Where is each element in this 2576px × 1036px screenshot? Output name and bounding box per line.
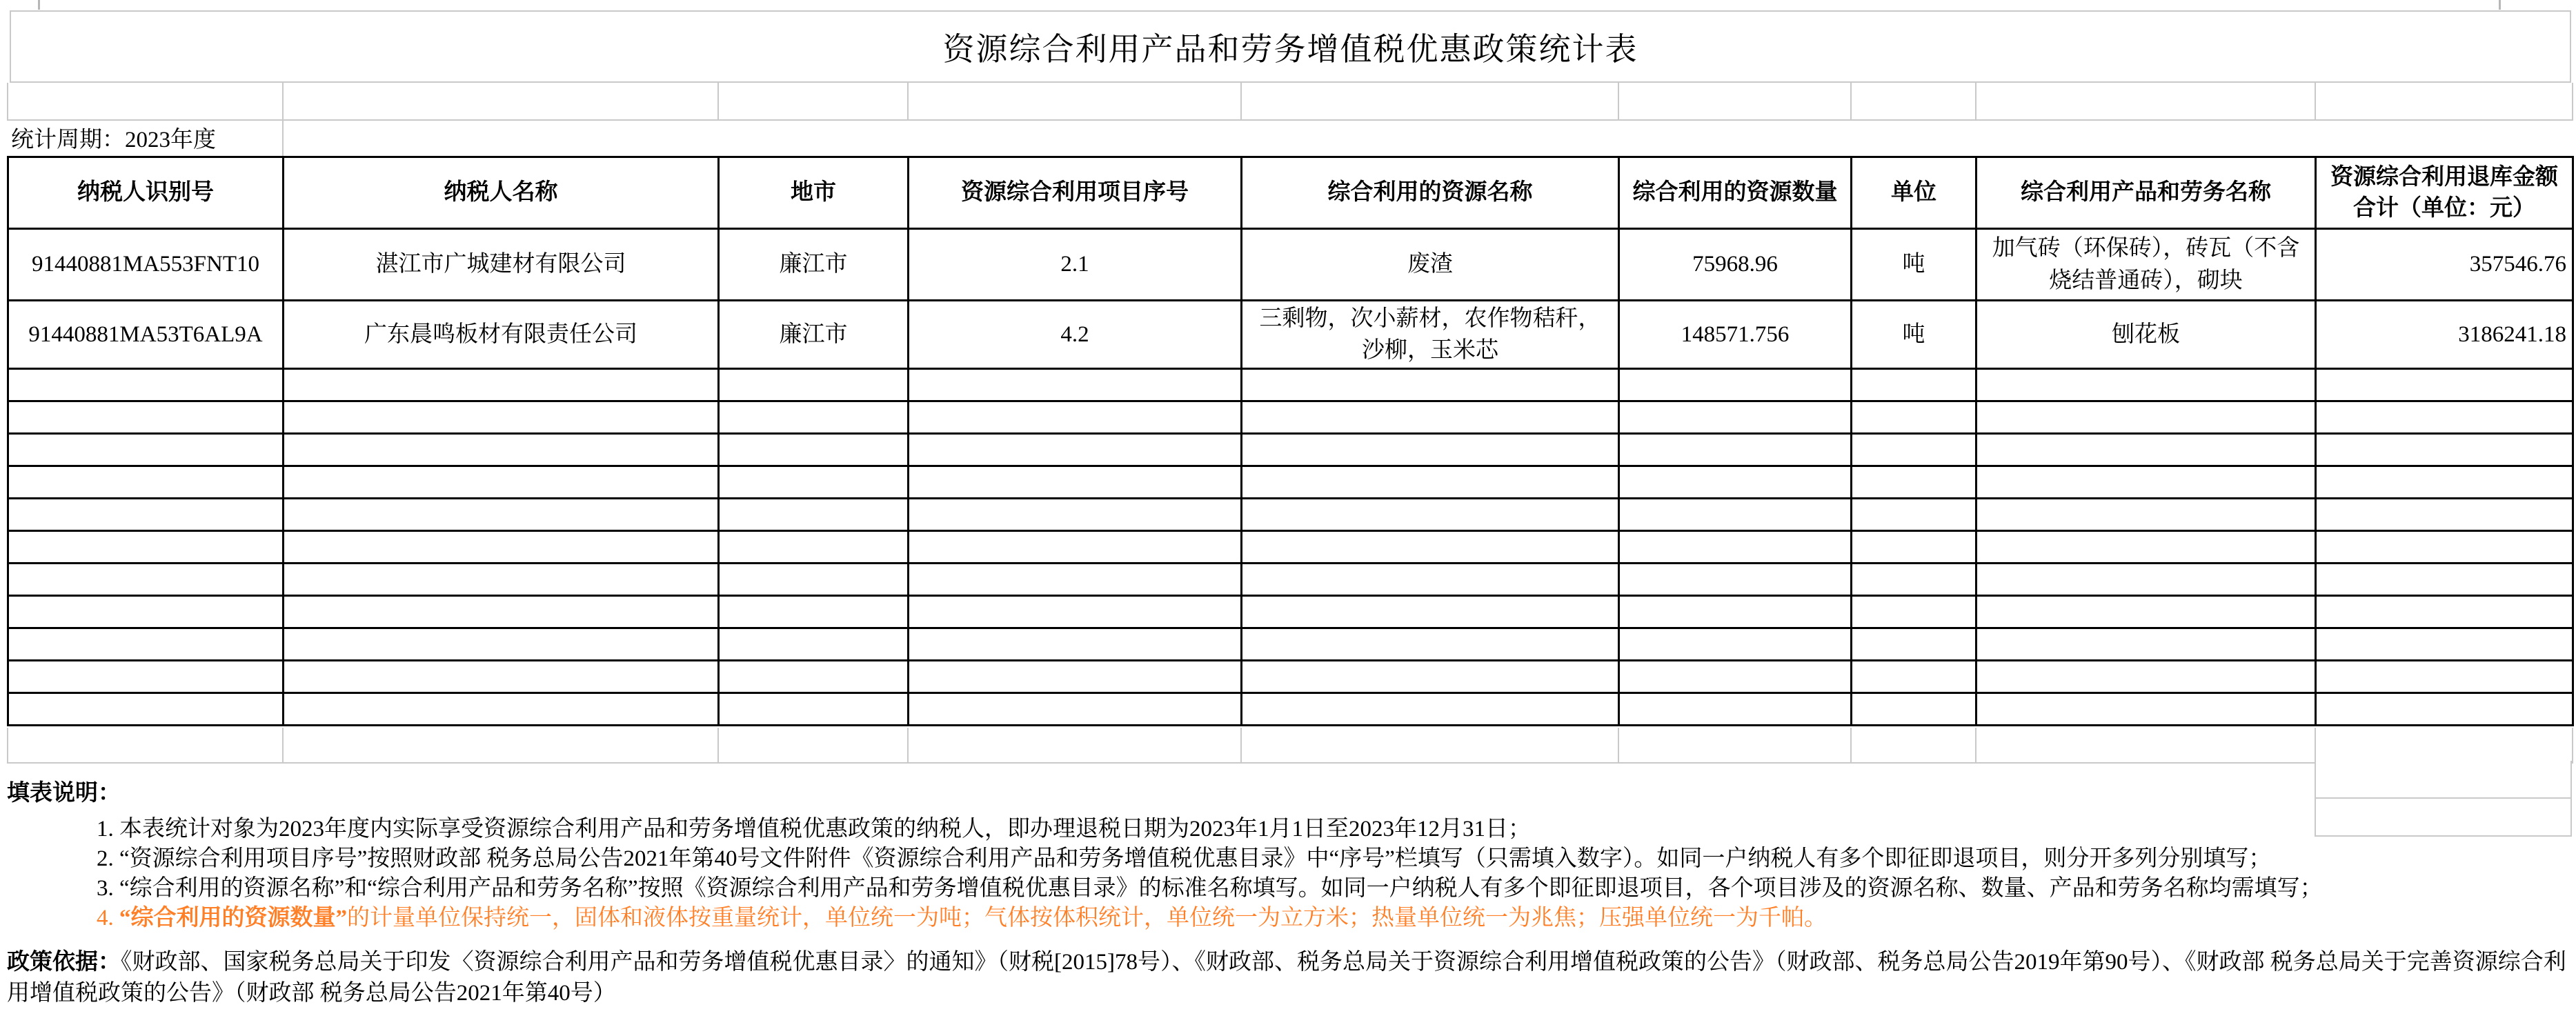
empty-cell[interactable] xyxy=(2316,401,2573,434)
empty-cell[interactable] xyxy=(2316,661,2573,693)
cell-taxpayer-id[interactable]: 91440881MA53T6AL9A xyxy=(8,301,284,369)
empty-cell[interactable] xyxy=(719,628,909,661)
empty-cell[interactable] xyxy=(909,401,1242,434)
column-header-project-no[interactable]: 资源综合利用项目序号 xyxy=(909,157,1242,229)
table-header-row xyxy=(8,157,2573,229)
column-header-resource-qty[interactable]: 综合利用的资源数量 xyxy=(1619,157,1852,229)
empty-cell[interactable] xyxy=(1852,434,1976,466)
table-row-empty xyxy=(8,369,2573,401)
empty-cell[interactable] xyxy=(284,596,719,628)
empty-cell[interactable] xyxy=(1852,661,1976,693)
table-row-empty xyxy=(8,564,2573,596)
empty-cell[interactable] xyxy=(909,466,1242,499)
empty-cell[interactable] xyxy=(1852,628,1976,661)
empty-cell[interactable] xyxy=(1976,369,2316,401)
empty-cell[interactable] xyxy=(1976,466,2316,499)
empty-cell[interactable] xyxy=(1242,596,1619,628)
empty-cell[interactable] xyxy=(284,693,719,726)
empty-cell[interactable] xyxy=(909,499,1242,531)
gridline-cell xyxy=(1976,728,2315,763)
gridline-mark-left xyxy=(38,0,40,10)
empty-cell[interactable] xyxy=(719,369,909,401)
table-row xyxy=(8,301,2573,369)
empty-cell[interactable] xyxy=(909,531,1242,564)
empty-cell[interactable] xyxy=(719,434,909,466)
cell-resource-qty[interactable]: 75968.96 xyxy=(1619,229,1852,301)
gridline-strip xyxy=(7,83,2573,121)
empty-cell[interactable] xyxy=(1976,628,2316,661)
table-row-empty xyxy=(8,401,2573,434)
empty-cell[interactable] xyxy=(909,369,1242,401)
empty-cell[interactable] xyxy=(2316,596,2573,628)
title-cell xyxy=(10,10,2571,83)
stat-period-label: 统计周期：2023年度 xyxy=(11,128,216,152)
empty-cell[interactable] xyxy=(1619,401,1852,434)
empty-cell[interactable] xyxy=(909,564,1242,596)
notes-heading: 填表说明： xyxy=(7,781,121,806)
empty-cell[interactable] xyxy=(1976,531,2316,564)
cell-taxpayer-name[interactable]: 广东晨鸣板材有限责任公司 xyxy=(284,301,719,369)
cell-project-no[interactable]: 2.1 xyxy=(909,229,1242,301)
empty-cell[interactable] xyxy=(284,434,719,466)
empty-cell[interactable] xyxy=(1976,693,2316,726)
empty-cell[interactable] xyxy=(8,369,284,401)
table-row-empty xyxy=(8,434,2573,466)
table-body xyxy=(8,229,2573,726)
empty-cell[interactable] xyxy=(1852,596,1976,628)
cell-taxpayer-id[interactable]: 91440881MA553FNT10 xyxy=(8,229,284,301)
cell-project-no[interactable]: 4.2 xyxy=(909,301,1242,369)
empty-cell[interactable] xyxy=(909,693,1242,726)
gridline-cell xyxy=(2315,728,2573,763)
empty-cell[interactable] xyxy=(2316,499,2573,531)
column-header-unit[interactable]: 单位 xyxy=(1852,157,1976,229)
empty-cell[interactable] xyxy=(1242,564,1619,596)
empty-cell[interactable] xyxy=(8,466,284,499)
empty-cell[interactable] xyxy=(2316,564,2573,596)
cell-product-name[interactable]: 加气砖（环保砖），砖瓦（不含烧结普通砖），砌块 xyxy=(1976,229,2316,301)
empty-cell[interactable] xyxy=(1242,628,1619,661)
data-table xyxy=(7,156,2574,726)
empty-cell[interactable] xyxy=(1242,369,1619,401)
empty-cell[interactable] xyxy=(8,531,284,564)
table-row-empty xyxy=(8,466,2573,499)
empty-cell[interactable] xyxy=(1852,531,1976,564)
empty-cell[interactable] xyxy=(1852,466,1976,499)
table-row-empty xyxy=(8,596,2573,628)
cell-refund-amount[interactable]: 357546.76 xyxy=(2316,229,2573,301)
column-header-city[interactable]: 地市 xyxy=(719,157,909,229)
empty-cell[interactable] xyxy=(8,499,284,531)
empty-cell[interactable] xyxy=(1242,499,1619,531)
policy-basis xyxy=(7,947,2568,1009)
gridline-cell xyxy=(908,728,1241,763)
gridline-cell xyxy=(718,728,908,763)
empty-cell[interactable] xyxy=(284,531,719,564)
note-item-2: 2. “资源综合利用项目序号”按照财政部 税务总局公告2021年第40号文件附件《资源综合利用产品和劳务增值税优惠目录》中“序号”栏填写（只需填入数字）。如同一户纳税人有多个即征即退项目，则分开多列分别填写； xyxy=(97,846,2272,871)
column-header-taxpayer-id[interactable]: 纳税人识别号 xyxy=(8,157,284,229)
policy-basis-heading: 政策依据： xyxy=(7,950,121,975)
empty-cell[interactable] xyxy=(1242,693,1619,726)
empty-cell[interactable] xyxy=(1976,499,2316,531)
empty-cell[interactable] xyxy=(1242,531,1619,564)
cell-resource-qty[interactable]: 148571.756 xyxy=(1619,301,1852,369)
empty-cell[interactable] xyxy=(909,434,1242,466)
empty-cell[interactable] xyxy=(719,661,909,693)
gridline-cell xyxy=(718,83,908,120)
empty-cell[interactable] xyxy=(2316,466,2573,499)
empty-cell[interactable] xyxy=(1852,564,1976,596)
table-row-empty xyxy=(8,499,2573,531)
empty-cell[interactable] xyxy=(2316,434,2573,466)
note-item-4-number: 4. xyxy=(97,906,119,930)
gridline-cell xyxy=(1618,728,1851,763)
empty-cell[interactable] xyxy=(8,661,284,693)
cell-city[interactable]: 廉江市 xyxy=(719,301,909,369)
empty-cell[interactable] xyxy=(1619,369,1852,401)
empty-cell[interactable] xyxy=(1619,499,1852,531)
empty-cell[interactable] xyxy=(2316,531,2573,564)
empty-cell[interactable] xyxy=(1852,499,1976,531)
notes-section xyxy=(7,778,2568,1009)
gridline-cell xyxy=(283,83,718,120)
empty-cell[interactable] xyxy=(719,564,909,596)
empty-cell[interactable] xyxy=(284,369,719,401)
empty-cell[interactable] xyxy=(1619,693,1852,726)
empty-cell[interactable] xyxy=(2316,628,2573,661)
empty-cell[interactable] xyxy=(2316,693,2573,726)
stat-period-row xyxy=(7,119,2572,156)
empty-cell[interactable] xyxy=(1242,466,1619,499)
gridline-cell xyxy=(2315,83,2573,120)
empty-cell[interactable] xyxy=(1619,434,1852,466)
empty-cell[interactable] xyxy=(1619,661,1852,693)
cell-refund-amount[interactable]: 3186241.18 xyxy=(2316,301,2573,369)
gridline-cell xyxy=(1851,728,1976,763)
table-row-empty xyxy=(8,628,2573,661)
empty-cell[interactable] xyxy=(1976,661,2316,693)
empty-cell[interactable] xyxy=(719,693,909,726)
empty-cell[interactable] xyxy=(909,596,1242,628)
empty-cell[interactable] xyxy=(909,628,1242,661)
empty-cell[interactable] xyxy=(719,401,909,434)
gridline-row xyxy=(8,728,2573,763)
empty-cell[interactable] xyxy=(909,661,1242,693)
empty-cell[interactable] xyxy=(719,531,909,564)
gridline-row-below-table xyxy=(7,728,2573,764)
empty-cell[interactable] xyxy=(719,466,909,499)
table-row-empty xyxy=(8,693,2573,726)
empty-cell[interactable] xyxy=(284,401,719,434)
empty-cell[interactable] xyxy=(719,499,909,531)
policy-basis-text: 《财政部、国家税务总局关于印发〈资源综合利用产品和劳务增值税优惠目录〉的通知》（财税[2015]78号）、《财政部、税务总局关于资源综合利用增值税政策的公告》（财政部、税务总局公告2019年第90号）、《财政部 税务总局关于完善资源综合利用增值税政策的公告》（财政部 税务总局公告2021年第40号） xyxy=(7,950,2566,1006)
empty-cell[interactable] xyxy=(284,466,719,499)
empty-cell[interactable] xyxy=(284,628,719,661)
cell-city[interactable]: 廉江市 xyxy=(719,229,909,301)
empty-cell[interactable] xyxy=(8,564,284,596)
empty-cell[interactable] xyxy=(1619,531,1852,564)
empty-cell[interactable] xyxy=(2316,369,2573,401)
empty-cell[interactable] xyxy=(8,401,284,434)
cell-product-name[interactable]: 刨花板 xyxy=(1976,301,2316,369)
empty-cell[interactable] xyxy=(1619,628,1852,661)
empty-cell[interactable] xyxy=(1852,369,1976,401)
gridline-cell xyxy=(908,83,1241,120)
empty-cell[interactable] xyxy=(8,434,284,466)
empty-cell[interactable] xyxy=(1619,596,1852,628)
gridline-cell xyxy=(1976,83,2315,120)
table-row xyxy=(8,229,2573,301)
empty-cell[interactable] xyxy=(1242,401,1619,434)
empty-cell[interactable] xyxy=(1976,401,2316,434)
gridline-cell xyxy=(1618,83,1851,120)
gridline-cell xyxy=(283,728,718,763)
note-item-4-text: 的计量单位保持统一，固体和液体按重量统计，单位统一为吨；气体按体积统计，单位统一为立方米；热量单位统一为兆焦；压强单位统一为千帕。 xyxy=(347,906,1827,930)
gridline-cell xyxy=(1851,83,1976,120)
cell-resource-name[interactable]: 废渣 xyxy=(1242,229,1619,301)
empty-cell[interactable] xyxy=(1976,564,2316,596)
empty-cell[interactable] xyxy=(8,628,284,661)
note-item-4-emphasis: “综合利用的资源数量” xyxy=(119,906,347,930)
empty-cell[interactable] xyxy=(1242,661,1619,693)
column-header-taxpayer-name[interactable]: 纳税人名称 xyxy=(284,157,719,229)
empty-cell[interactable] xyxy=(1852,401,1976,434)
empty-cell[interactable] xyxy=(719,596,909,628)
gridline-mark-right xyxy=(2499,0,2501,10)
column-header-resource-name[interactable]: 综合利用的资源名称 xyxy=(1242,157,1619,229)
table-row-empty xyxy=(8,531,2573,564)
cell-unit[interactable]: 吨 xyxy=(1852,229,1976,301)
gridline-cell xyxy=(8,83,283,120)
gridline-cell xyxy=(1241,83,1618,120)
gridline-row xyxy=(8,83,2573,120)
column-header-refund-amount[interactable]: 资源综合利用退库金额合计（单位：元） xyxy=(2316,157,2573,229)
note-item-4 xyxy=(7,904,2568,933)
cell-taxpayer-name[interactable]: 湛江市广城建材有限公司 xyxy=(284,229,719,301)
empty-cell[interactable] xyxy=(1242,434,1619,466)
table-row-empty xyxy=(8,661,2573,693)
empty-cell[interactable] xyxy=(284,499,719,531)
empty-cell[interactable] xyxy=(8,693,284,726)
gridline-cell xyxy=(8,728,283,763)
gridline xyxy=(282,119,284,156)
empty-cell[interactable] xyxy=(1976,596,2316,628)
cell-resource-name[interactable]: 三剩物，次小薪材，农作物秸秆，沙柳，玉米芯 xyxy=(1242,301,1619,369)
empty-cell[interactable] xyxy=(284,661,719,693)
page-title: 资源综合利用产品和劳务增值税优惠政策统计表 xyxy=(942,31,1638,67)
note-item-1: 1. 本表统计对象为2023年度内实际享受资源综合利用产品和劳务增值税优惠政策的纳税人，即办理退税日期为2023年1月1日至2023年12月31日； xyxy=(97,817,1531,841)
empty-cell[interactable] xyxy=(1619,564,1852,596)
gridline-cell xyxy=(1241,728,1618,763)
empty-cell[interactable] xyxy=(1852,693,1976,726)
column-header-product-name[interactable]: 综合利用产品和劳务名称 xyxy=(1976,157,2316,229)
empty-cell[interactable] xyxy=(284,564,719,596)
note-item-3: 3. “综合利用的资源名称”和“综合利用产品和劳务名称”按照《资源综合利用产品和劳务增值税优惠目录》的标准名称填写。如同一户纳税人有多个即征即退项目，各个项目涉及的资源名称、数量、产品和劳务名称均需填写； xyxy=(97,876,2323,901)
empty-cell[interactable] xyxy=(8,596,284,628)
empty-cell[interactable] xyxy=(1976,434,2316,466)
empty-cell[interactable] xyxy=(1619,466,1852,499)
cell-unit[interactable]: 吨 xyxy=(1852,301,1976,369)
